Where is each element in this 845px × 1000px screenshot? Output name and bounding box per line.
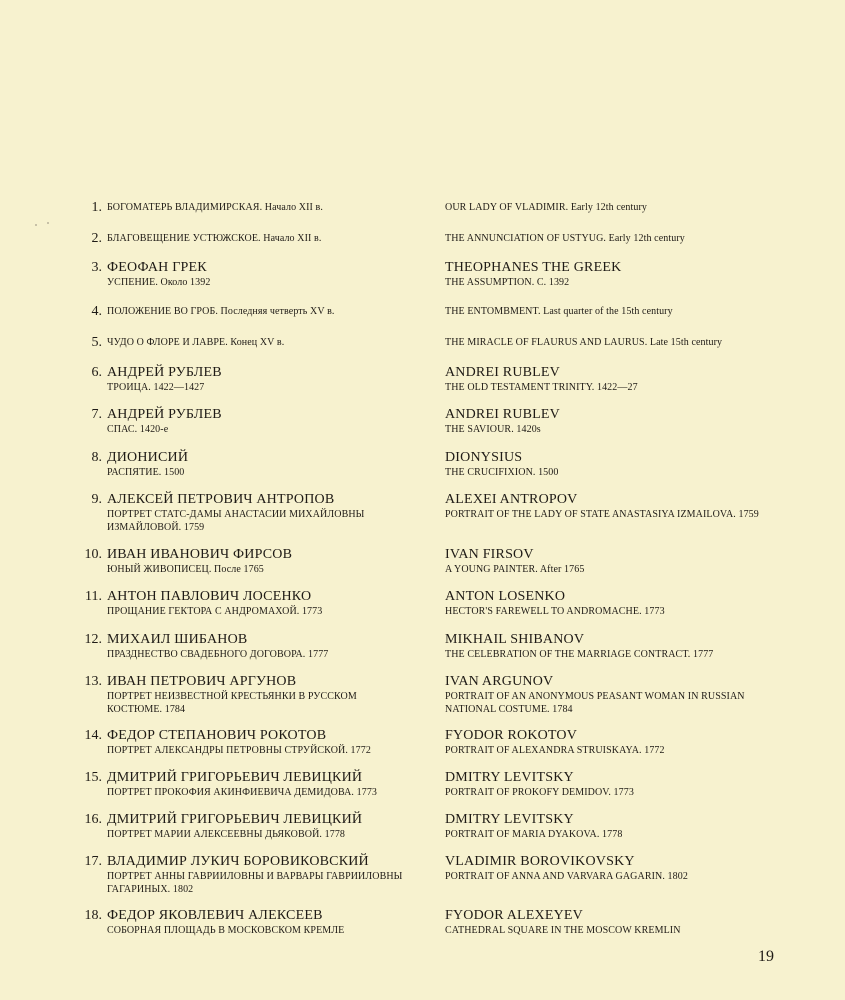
english-artwork-title: HECTOR'S FAREWELL TO ANDROMACHE. 1773 xyxy=(445,606,665,617)
item-number: 4. xyxy=(91,304,102,319)
english-caption xyxy=(445,673,765,716)
russian-artwork-title: ПРАЗДНЕСТВО СВАДЕБНОГО ДОГОВОРА. 1777 xyxy=(107,649,329,660)
page-number: 19 xyxy=(758,948,774,965)
english-caption xyxy=(445,334,765,351)
item-number: 11. xyxy=(85,589,102,604)
english-caption xyxy=(445,631,765,661)
russian-artwork-title: ПОРТРЕТ АННЫ ГАВРИИЛОВНЫ И ВАРВАРЫ ГАВРИИЛОВНЫ ГАГАРИНЫХ. 1802 xyxy=(107,871,403,895)
english-caption xyxy=(445,406,765,436)
english-caption xyxy=(445,230,765,247)
russian-artist-name: ИВАН ИВАНОВИЧ ФИРСОВ xyxy=(107,547,293,562)
english-artwork-title: THE ENTOMBMENT. Last quarter of the 15th century xyxy=(445,306,673,317)
english-caption xyxy=(445,907,765,937)
russian-artist-name: ДМИТРИЙ ГРИГОРЬЕВИЧ ЛЕВИЦКИЙ xyxy=(107,812,363,827)
item-number: 5. xyxy=(91,335,102,350)
item-number: 3. xyxy=(91,260,102,275)
english-artwork-title: PORTRAIT OF AN ANONYMOUS PEASANT WOMAN IN RUSSIAN NATIONAL COSTUME. 1784 xyxy=(445,691,745,715)
english-artist-name: ANTON LOSENKO xyxy=(445,589,566,604)
item-number: 18. xyxy=(84,908,102,923)
item-number: 12. xyxy=(84,632,102,647)
english-caption xyxy=(445,199,765,216)
russian-caption xyxy=(107,303,407,320)
english-artwork-title: PORTRAIT OF PROKOFY DEMIDOV. 1773 xyxy=(445,787,634,798)
item-number: 7. xyxy=(91,407,102,422)
english-artwork-title: THE ANNUNCIATION OF USTYUG. Early 12th century xyxy=(445,233,685,244)
russian-artwork-title: ПОРТРЕТ ПРОКОФИЯ АКИНФИЕВИЧА ДЕМИДОВА. 1773 xyxy=(107,787,378,798)
russian-artwork-title: СОБОРНАЯ ПЛОЩАДЬ В МОСКОВСКОМ КРЕМЛЕ xyxy=(107,925,345,936)
english-artwork-title: THE OLD TESTAMENT TRINITY. 1422—27 xyxy=(445,382,638,393)
item-number: 6. xyxy=(91,365,102,380)
russian-artwork-title: СПАС. 1420-е xyxy=(107,424,169,435)
item-number: 10. xyxy=(84,547,102,562)
item-number: 13. xyxy=(84,674,102,689)
russian-caption xyxy=(107,631,407,661)
russian-artist-name: ДИОНИСИЙ xyxy=(107,450,189,465)
english-artist-name: FYODOR ROKOTOV xyxy=(445,728,578,743)
item-number: 14. xyxy=(84,728,102,743)
item-number: 2. xyxy=(91,231,102,246)
english-caption xyxy=(445,853,765,883)
english-artist-name: ANDREI RUBLEV xyxy=(445,407,560,422)
russian-caption xyxy=(107,449,407,479)
english-artwork-title: CATHEDRAL SQUARE IN THE MOSCOW KREMLIN xyxy=(445,925,681,936)
english-artist-name: IVAN ARGUNOV xyxy=(445,674,554,689)
english-artwork-title: PORTRAIT OF MARIA DYAKOVA. 1778 xyxy=(445,829,623,840)
russian-artist-name: ДМИТРИЙ ГРИГОРЬЕВИЧ ЛЕВИЦКИЙ xyxy=(107,770,363,785)
english-artwork-title: PORTRAIT OF ANNA AND VARVARA GAGARIN. 1802 xyxy=(445,871,688,882)
russian-caption xyxy=(107,853,407,896)
english-artwork-title: THE CELEBRATION OF THE MARRIAGE CONTRACT. 1777 xyxy=(445,649,714,660)
russian-artwork-title: РАСПЯТИЕ. 1500 xyxy=(107,467,185,478)
russian-artist-name: ФЕОФАН ГРЕК xyxy=(107,260,207,275)
russian-artwork-title: УСПЕНИЕ. Около 1392 xyxy=(107,277,211,288)
english-artist-name: DMITRY LEVITSKY xyxy=(445,770,574,785)
english-artwork-title: THE ASSUMPTION. C. 1392 xyxy=(445,277,570,288)
russian-artwork-title: ПОРТРЕТ НЕИЗВЕСТНОЙ КРЕСТЬЯНКИ В РУССКОМ КОСТЮМЕ. 1784 xyxy=(107,691,357,715)
english-artist-name: VLADIMIR BOROVIKOVSKY xyxy=(445,854,635,869)
english-artwork-title: THE MIRACLE OF FLAURUS AND LAURUS. Late 15th century xyxy=(445,337,723,348)
paper-speck xyxy=(47,222,49,224)
russian-artist-name: АНДРЕЙ РУБЛЕВ xyxy=(107,365,222,380)
english-caption xyxy=(445,259,765,289)
english-artist-name: THEOPHANES THE GREEK xyxy=(445,260,622,275)
english-artist-name: ANDREI RUBLEV xyxy=(445,365,560,380)
english-artwork-title: PORTRAIT OF ALEXANDRA STRUISKAYA. 1772 xyxy=(445,745,665,756)
russian-caption xyxy=(107,259,407,289)
russian-caption xyxy=(107,588,407,618)
russian-caption xyxy=(107,406,407,436)
russian-caption xyxy=(107,811,407,841)
russian-artist-name: ВЛАДИМИР ЛУКИЧ БОРОВИКОВСКИЙ xyxy=(107,854,369,869)
russian-artist-name: МИХАИЛ ШИБАНОВ xyxy=(107,632,248,647)
russian-artwork-title: БОГОМАТЕРЬ ВЛАДИМИРСКАЯ. Начало XII в. xyxy=(107,202,323,213)
russian-artist-name: ФЕДОР СТЕПАНОВИЧ РОКОТОВ xyxy=(107,728,327,743)
english-artwork-title: PORTRAIT OF THE LADY OF STATE ANASTASIYA IZMAILOVA. 1759 xyxy=(445,509,759,520)
english-artist-name: MIKHAIL SHIBANOV xyxy=(445,632,585,647)
item-number: 1. xyxy=(91,200,102,215)
russian-artwork-title: ТРОИЦА. 1422—1427 xyxy=(107,382,205,393)
russian-artwork-title: ЮНЫЙ ЖИВОПИСЕЦ. После 1765 xyxy=(107,564,264,575)
item-number: 17. xyxy=(84,854,102,869)
russian-caption xyxy=(107,673,407,716)
english-caption xyxy=(445,588,765,618)
russian-artist-name: АЛЕКСЕЙ ПЕТРОВИЧ АНТРОПОВ xyxy=(107,492,335,507)
item-number: 9. xyxy=(91,492,102,507)
russian-caption xyxy=(107,230,407,247)
english-artist-name: FYODOR ALEXEYEV xyxy=(445,908,583,923)
russian-caption xyxy=(107,727,407,757)
paper-speck xyxy=(35,224,37,226)
russian-caption xyxy=(107,546,407,576)
russian-caption xyxy=(107,199,407,216)
russian-artist-name: АНТОН ПАВЛОВИЧ ЛОСЕНКО xyxy=(107,589,312,604)
russian-artist-name: ИВАН ПЕТРОВИЧ АРГУНОВ xyxy=(107,674,297,689)
english-caption xyxy=(445,811,765,841)
russian-caption xyxy=(107,907,407,937)
english-caption xyxy=(445,546,765,576)
english-artwork-title: THE CRUCIFIXION. 1500 xyxy=(445,467,559,478)
russian-caption xyxy=(107,364,407,394)
english-caption xyxy=(445,364,765,394)
russian-artwork-title: ПОЛОЖЕНИЕ ВО ГРОБ. Последняя четверть XV в. xyxy=(107,306,335,317)
russian-artwork-title: БЛАГОВЕЩЕНИЕ УСТЮЖСКОЕ. Начало XII в. xyxy=(107,233,322,244)
english-caption xyxy=(445,727,765,757)
english-artwork-title: A YOUNG PAINTER. After 1765 xyxy=(445,564,585,575)
russian-artist-name: АНДРЕЙ РУБЛЕВ xyxy=(107,407,222,422)
item-number: 15. xyxy=(84,770,102,785)
russian-caption xyxy=(107,769,407,799)
russian-artwork-title: ПОРТРЕТ СТАТС-ДАМЫ АНАСТАСИИ МИХАЙЛОВНЫ ИЗМАЙЛОВОЙ. 1759 xyxy=(107,509,365,533)
item-number: 8. xyxy=(91,450,102,465)
russian-artwork-title: ПОРТРЕТ МАРИИ АЛЕКСЕЕВНЫ ДЬЯКОВОЙ. 1778 xyxy=(107,829,346,840)
russian-caption xyxy=(107,334,407,351)
english-caption xyxy=(445,303,765,320)
english-artwork-title: OUR LADY OF VLADIMIR. Early 12th century xyxy=(445,202,648,213)
russian-artwork-title: ЧУДО О ФЛОРЕ И ЛАВРЕ. Конец XV в. xyxy=(107,337,285,348)
english-caption xyxy=(445,491,765,521)
russian-artist-name: ФЕДОР ЯКОВЛЕВИЧ АЛЕКСЕЕВ xyxy=(107,908,323,923)
english-caption xyxy=(445,769,765,799)
english-artwork-title: THE SAVIOUR. 1420s xyxy=(445,424,541,435)
item-number: 16. xyxy=(84,812,102,827)
english-artist-name: ALEXEI ANTROPOV xyxy=(445,492,578,507)
english-caption xyxy=(445,449,765,479)
english-artist-name: DMITRY LEVITSKY xyxy=(445,812,574,827)
english-artist-name: DIONYSIUS xyxy=(445,450,523,465)
russian-caption xyxy=(107,491,407,534)
russian-artwork-title: ПОРТРЕТ АЛЕКСАНДРЫ ПЕТРОВНЫ СТРУЙСКОЙ. 1772 xyxy=(107,745,371,756)
english-artist-name: IVAN FIRSOV xyxy=(445,547,534,562)
russian-artwork-title: ПРОЩАНИЕ ГЕКТОРА С АНДРОМАХОЙ. 1773 xyxy=(107,606,323,617)
